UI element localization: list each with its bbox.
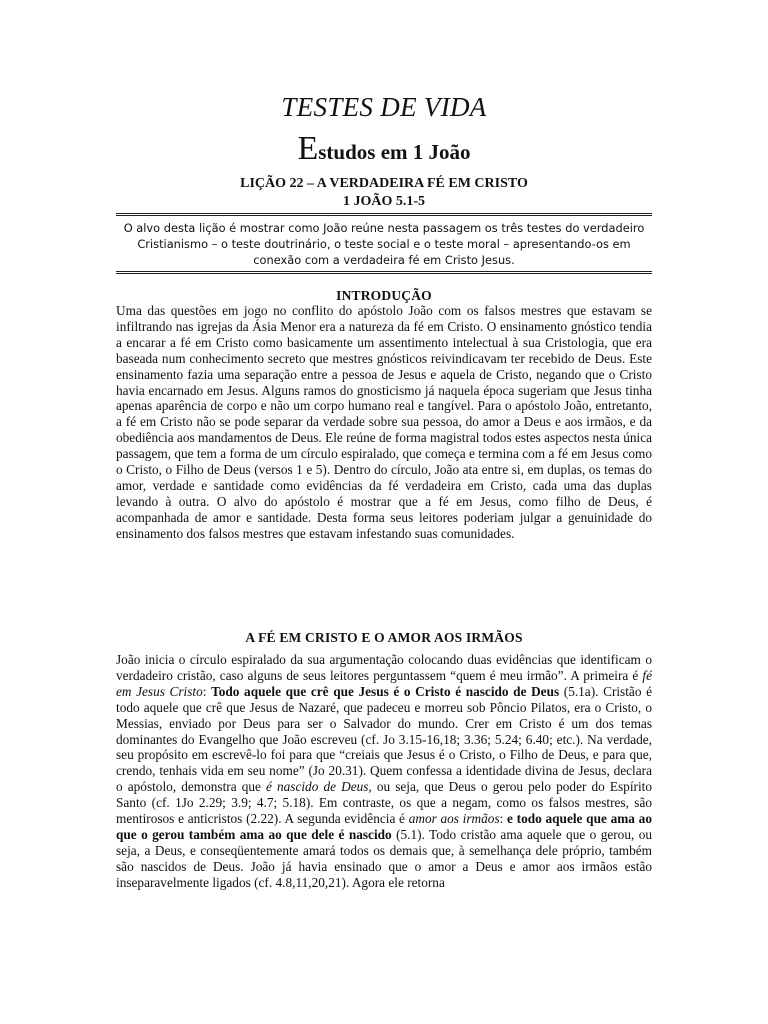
italic-run: fé em Jesus Cristo bbox=[116, 667, 652, 699]
italic-run: amor aos irmãos bbox=[408, 811, 500, 827]
lesson-goal-box bbox=[116, 213, 652, 274]
document-subtitle bbox=[0, 130, 768, 168]
section-heading-introduction: INTRODUÇÃO bbox=[336, 288, 432, 303]
faith-and-love-paragraph bbox=[116, 652, 652, 891]
introduction-paragraph: Uma das questões em jogo no conflito do apóstolo João com os falsos mestres que estavam se infiltrando nas igrejas da Ásia Menor era a natureza da fé em Cristo. O ensinamento gnóstico tendia a encarar a fé em Cristo como basicamente um assentimento intelectual à sua Cristologia, que era baseada num conhecimento secreto que mestres gnósticos reivindicavam ter recebido de Deus. Este ensinamento fazia uma separação entre a pessoa de Jesus e aquela de Cristo, negando que o Cristo havia encarnado em Jesus. Alguns ramos do gnosticismo já naquela época sugeriam que Jesus tinha apenas aparência de corpo e não um corpo humano real e tangível. Para o apóstolo João, entretanto, a fé em Cristo não se pode separar da verdade sobre sua pessoa, do amor a Deus e aos irmãos, e da obediência aos mandamentos de Deus. Ele reúne de forma magistral todos estes aspectos nesta única passagem, que tem a forma de um círculo espiralado, que começa e termina com a fé em Jesus como o Cristo, o Filho de Deus (versos 1 e 5). Dentro do círculo, João ata entre si, em duplas, os temas do amor, verdade e santidade como evidências da fé verdadeira em Cristo, cada uma das duplas levando à outra. O alvo do apóstolo é mostrar que a fé em Jesus, como filho de Deus, é acompanhada de amor e santidade. Desta forma seus leitores poderiam julgar a genuinidade do ensinamento dos falsos mestres que estavam infestando suas comunidades. bbox=[116, 303, 652, 541]
bold-quote: e todo aquele que ama ao que o gerou também ama ao que dele é nascido bbox=[116, 811, 652, 842]
lesson-title: LIÇÃO 22 – A VERDADEIRA FÉ EM CRISTO bbox=[240, 176, 528, 191]
lesson-goal-text: O alvo desta lição é mostrar como João reúne nesta passagem os três testes do verdadeiro Cristianismo – o teste doutrinário, o teste social e o teste moral – apresentando-os em conexão com a verdadeira fé em Cristo Jesus. bbox=[123, 221, 645, 267]
bold-quote: Todo aquele que crê que Jesus é o Cristo é nascido de Deus bbox=[211, 683, 560, 699]
section-heading-faith-and-love: A FÉ EM CRISTO E O AMOR AOS IRMÃOS bbox=[245, 630, 523, 645]
text-run: : bbox=[499, 811, 508, 827]
subtitle-text: studos em 1 João bbox=[318, 140, 471, 164]
lesson-heading bbox=[0, 175, 768, 211]
text-run: (5.1a). Cristão é todo aquele que crê que Jesus de Nazaré, que padeceu e morreu sob Pôncio Pilatos, era o Cristo, o Messias, enviado por Deus para ser o Salvador do mundo. Crer em Cristo é um dos temas dominantes do Evangelho que João escreveu (cf. Jo 3.15-16,18; 3.36; 5.24; 6.40; etc.). Na verdade, seu propósito em escrevê-lo foi para que “creiais que Jesus é o Cristo, o Filho de Deus, e para que, crendo, tenhais vida em seu nome” (Jo 20.31). Quem confessa a identidade divina de Jesus, declara o apóstolo, demonstra que bbox=[116, 683, 652, 795]
subtitle-drop-cap: E bbox=[297, 130, 319, 167]
italic-run: é nascido de Deus bbox=[266, 779, 369, 795]
text-run: : bbox=[202, 683, 212, 699]
text-run: João inicia o círculo espiralado da sua argumentação colocando duas evidências que identificam o verdadeiro cristão, caso alguns de seus leitores perguntassem “quem é meu irmão”. A primeira é bbox=[116, 652, 652, 683]
document-title: TESTES DE VIDA bbox=[281, 92, 487, 122]
text-run: , ou seja, que Deus o gerou pelo poder do Espírito Santo (cf. 1Jo 2.29; 3.9; 4.7; 5.18). Em contraste, os que a negam, como os falsos mestres, são mentirosos e anticristos (2.22). A segunda evidência é bbox=[116, 779, 652, 827]
text-run: (5.1). Todo cristão ama aquele que o gerou, ou seja, a Deus, e conseqüentemente amará todos os demais que, à semelhança dele próprio, também são nascidos de Deus. João já havia ensinado que o amor a Deus e amor aos irmãos estão inseparavelmente ligados (cf. 4.8,11,20,21). Agora ele retorna bbox=[116, 826, 652, 890]
lesson-reference: 1 JOÃO 5.1-5 bbox=[342, 194, 426, 209]
